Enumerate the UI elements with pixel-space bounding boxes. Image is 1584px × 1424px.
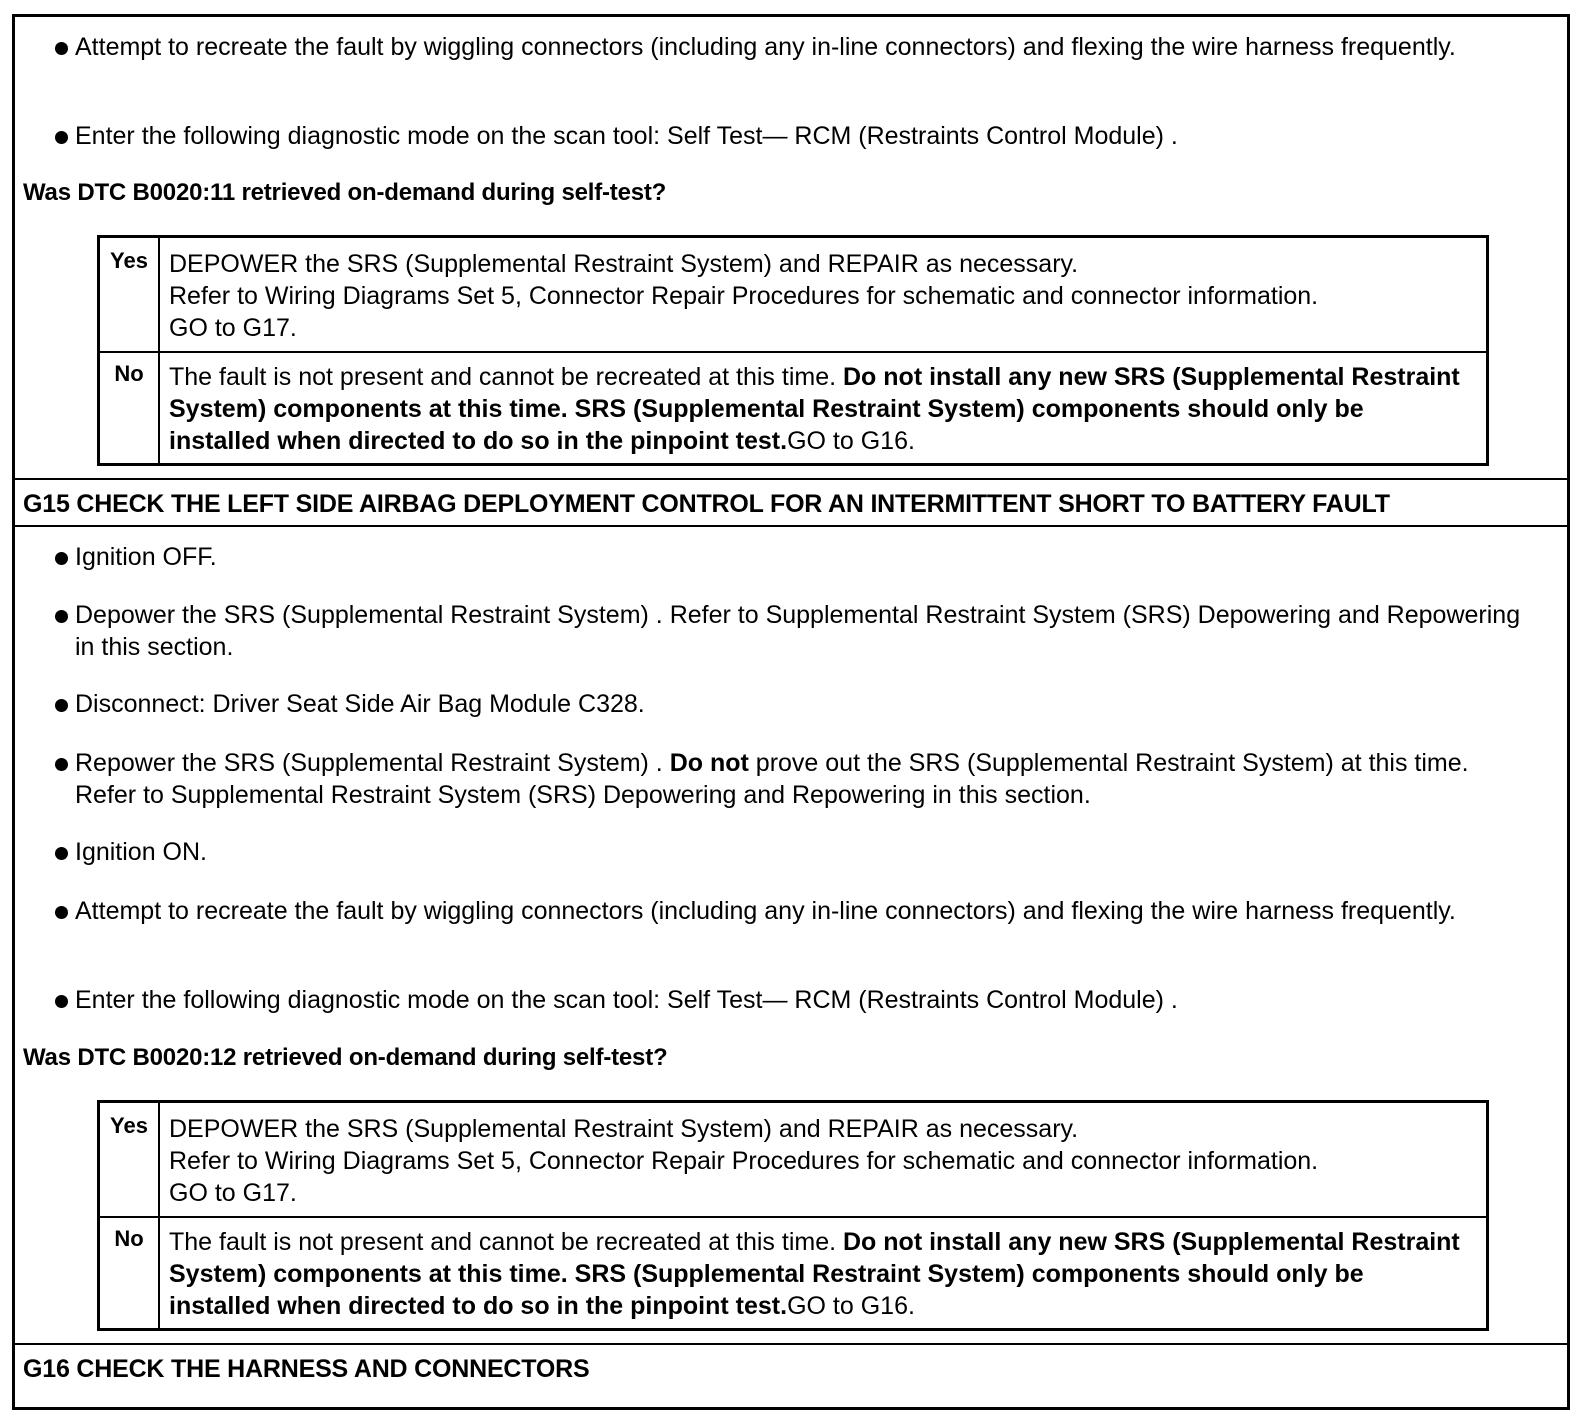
question-text: Was DTC B0020:12 retrieved on-demand during self-test? <box>23 1044 668 1071</box>
yes-result-text <box>169 248 1470 344</box>
yes-line: Refer to Wiring Diagrams Set 5, Connector Repair Procedures for schematic and connector information. <box>169 1147 1319 1175</box>
go-to-step-link[interactable]: GO to G17. <box>169 314 297 342</box>
step-text: Attempt to recreate the fault by wiggling connectors (including any in-line connectors) and flexing the wire harness frequently. <box>75 33 1456 61</box>
question-text: Was DTC B0020:11 retrieved on-demand during self-test? <box>23 179 667 206</box>
yes-label: Yes <box>100 238 160 351</box>
yes-line: Refer to Wiring Diagrams Set 5, Connector Repair Procedures for schematic and connector information. <box>169 282 1319 310</box>
yes-label: Yes <box>100 1103 160 1216</box>
step-heading <box>15 1343 1567 1392</box>
yes-result-text <box>169 1113 1470 1209</box>
yes-row <box>100 238 1486 353</box>
step-heading-text: G16 CHECK THE HARNESS AND CONNECTORS <box>23 1355 590 1383</box>
bullet-icon <box>55 995 68 1008</box>
warning-text: Do not install any new SRS (Supplemental Restraint System) components at this time. SRS (Supplemental Restraint System) components should only be installed when directed to do so in the pinpoint test. <box>169 1228 1460 1320</box>
bullet-icon <box>55 610 68 623</box>
yes-line: DEPOWER the SRS (Supplemental Restraint System) and REPAIR as necessary. <box>169 1115 1079 1143</box>
step-text: Repower the SRS (Supplemental Restraint System) . Do not prove out the SRS (Supplemental Restraint System) at this time. Refer to Supplemental Restraint System (SRS) Depowering and Repowering in this section. <box>75 749 1469 809</box>
bullet-icon <box>55 42 68 55</box>
go-to-step-link[interactable]: GO to G16. <box>787 1292 915 1320</box>
step-heading <box>15 478 1567 527</box>
yes-row <box>100 1103 1486 1218</box>
step-heading-text: G15 CHECK THE LEFT SIDE AIRBAG DEPLOYMENT CONTROL FOR AN INTERMITTENT SHORT TO BATTERY FAULT <box>23 490 1390 518</box>
no-label: No <box>100 1216 160 1328</box>
go-to-step-link[interactable]: GO to G16. <box>787 427 915 455</box>
step-text: Disconnect: Driver Seat Side Air Bag Module C328. <box>75 690 645 718</box>
bullet-icon <box>55 131 68 144</box>
bullet-icon <box>55 758 68 771</box>
procedure-frame <box>12 14 1570 1410</box>
yes-line: DEPOWER the SRS (Supplemental Restraint System) and REPAIR as necessary. <box>169 250 1079 278</box>
bullet-icon <box>55 847 68 860</box>
emphasis-text: Do not <box>669 749 749 777</box>
yes-no-table <box>97 1100 1489 1331</box>
no-row <box>100 351 1486 463</box>
step-text: Attempt to recreate the fault by wiggling connectors (including any in-line connectors) and flexing the wire harness frequently. <box>75 897 1456 925</box>
bullet-icon <box>55 699 68 712</box>
step-text: Ignition OFF. <box>75 543 217 571</box>
step-text: Ignition ON. <box>75 838 208 866</box>
go-to-step-link[interactable]: GO to G17. <box>169 1179 297 1207</box>
no-result-text: The fault is not present and cannot be recreated at this time. Do not install any new SRS (Supplemental Restraint System) components at this time. SRS (Supplemental Restraint System) components should only be installed when directed to do so in the pinpoint test.GO to G16. <box>169 363 1460 455</box>
no-result-text: The fault is not present and cannot be recreated at this time. Do not install any new SRS (Supplemental Restraint System) components at this time. SRS (Supplemental Restraint System) components should only be installed when directed to do so in the pinpoint test.GO to G16. <box>169 1228 1460 1320</box>
step-text: Enter the following diagnostic mode on the scan tool: Self Test— RCM (Restraints Control Module) . <box>75 122 1178 150</box>
warning-text: Do not install any new SRS (Supplemental Restraint System) components at this time. SRS (Supplemental Restraint System) components should only be installed when directed to do so in the pinpoint test. <box>169 363 1460 455</box>
yes-no-table <box>97 235 1489 466</box>
no-row <box>100 1216 1486 1328</box>
step-text: Enter the following diagnostic mode on the scan tool: Self Test— RCM (Restraints Control Module) . <box>75 986 1178 1014</box>
step-text: Depower the SRS (Supplemental Restraint System) . Refer to Supplemental Restraint System (SRS) Depowering and Repowering in this section. <box>75 601 1521 661</box>
bullet-icon <box>55 906 68 919</box>
bullet-icon <box>55 552 68 565</box>
no-label: No <box>100 351 160 463</box>
